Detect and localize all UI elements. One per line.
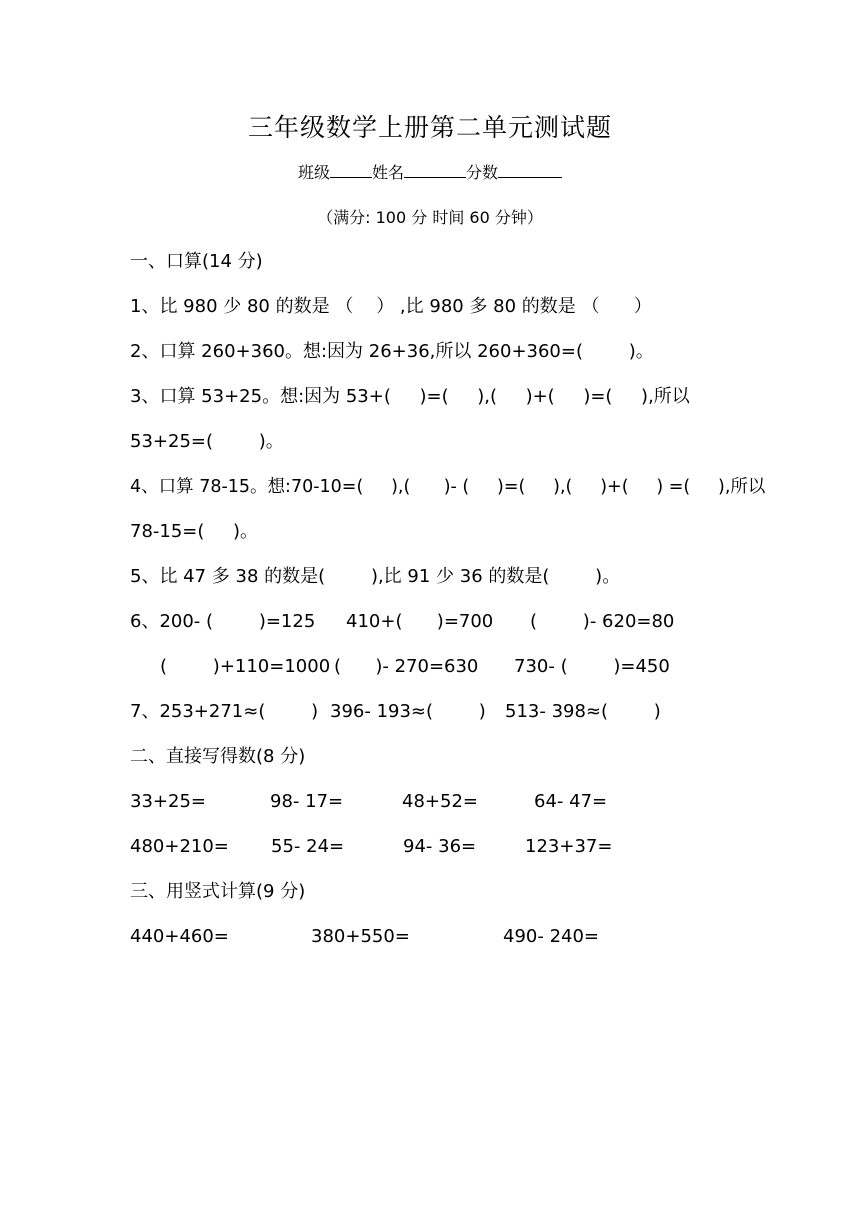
question-3-line1: 3、口算 53+25。想:因为 53+( )=( ),( )+( )=( ),所以 — [130, 386, 690, 407]
question-3-line2: 53+25=( )。 — [130, 431, 284, 452]
question-5: 5、比 47 多 38 的数是( ),比 91 少 36 的数是( )。 — [130, 566, 621, 587]
arithmetic-item: 48+52= — [402, 791, 478, 812]
question-7-item: 513- 398≈( ) — [505, 701, 661, 722]
exam-meta: （满分: 100 分 时间 60 分钟） — [317, 208, 543, 227]
question-7-item: 7、253+271≈( ) — [130, 701, 319, 722]
vertical-calc-item: 490- 240= — [503, 926, 600, 947]
arithmetic-item: 480+210= — [130, 836, 229, 857]
question-6-item: ( )+110=1000 — [160, 656, 331, 677]
arithmetic-item: 98- 17= — [270, 791, 344, 812]
arithmetic-item: 64- 47= — [534, 791, 608, 812]
arithmetic-item: 55- 24= — [271, 836, 345, 857]
name-blank — [404, 163, 466, 178]
arithmetic-item: 33+25= — [130, 791, 206, 812]
question-4-line1: 4、口算 78-15。想:70-10=( ),( )- ( )=( ),( )+( ) =( ),所以 — [130, 477, 766, 497]
vertical-calc-item: 380+550= — [311, 926, 410, 947]
student-info-line — [0, 160, 860, 183]
page-title: 三年级数学上册第二单元测试题 — [247, 113, 612, 142]
question-7-item: 396- 193≈( ) — [330, 701, 486, 722]
question-6-item: 730- ( )=450 — [514, 656, 670, 677]
question-6-item: ( )- 620=80 — [530, 611, 675, 632]
section3-heading: 三、用竖式计算(9 分) — [130, 881, 306, 902]
question-6-item: 6、200- ( )=125 — [130, 611, 316, 632]
class-label: 班级 — [297, 163, 330, 182]
class-blank — [330, 163, 372, 178]
vertical-calc-item: 440+460= — [130, 926, 229, 947]
arithmetic-item: 123+37= — [525, 836, 613, 857]
name-label: 姓名 — [371, 163, 404, 182]
score-blank — [498, 163, 562, 178]
question-6-item: ( )- 270=630 — [334, 656, 479, 677]
question-1: 1、比 980 少 80 的数是 （ ） ,比 980 多 80 的数是 （ ） — [130, 296, 652, 317]
section2-heading: 二、直接写得数(8 分) — [130, 746, 306, 767]
question-2: 2、口算 260+360。想:因为 26+36,所以 260+360=( )。 — [130, 341, 654, 362]
question-4-line2: 78-15=( )。 — [130, 521, 259, 542]
question-6-item: 410+( )=700 — [346, 611, 494, 632]
section1-heading: 一、口算(14 分) — [130, 251, 263, 272]
arithmetic-item: 94- 36= — [403, 836, 477, 857]
score-label: 分数 — [466, 163, 499, 182]
